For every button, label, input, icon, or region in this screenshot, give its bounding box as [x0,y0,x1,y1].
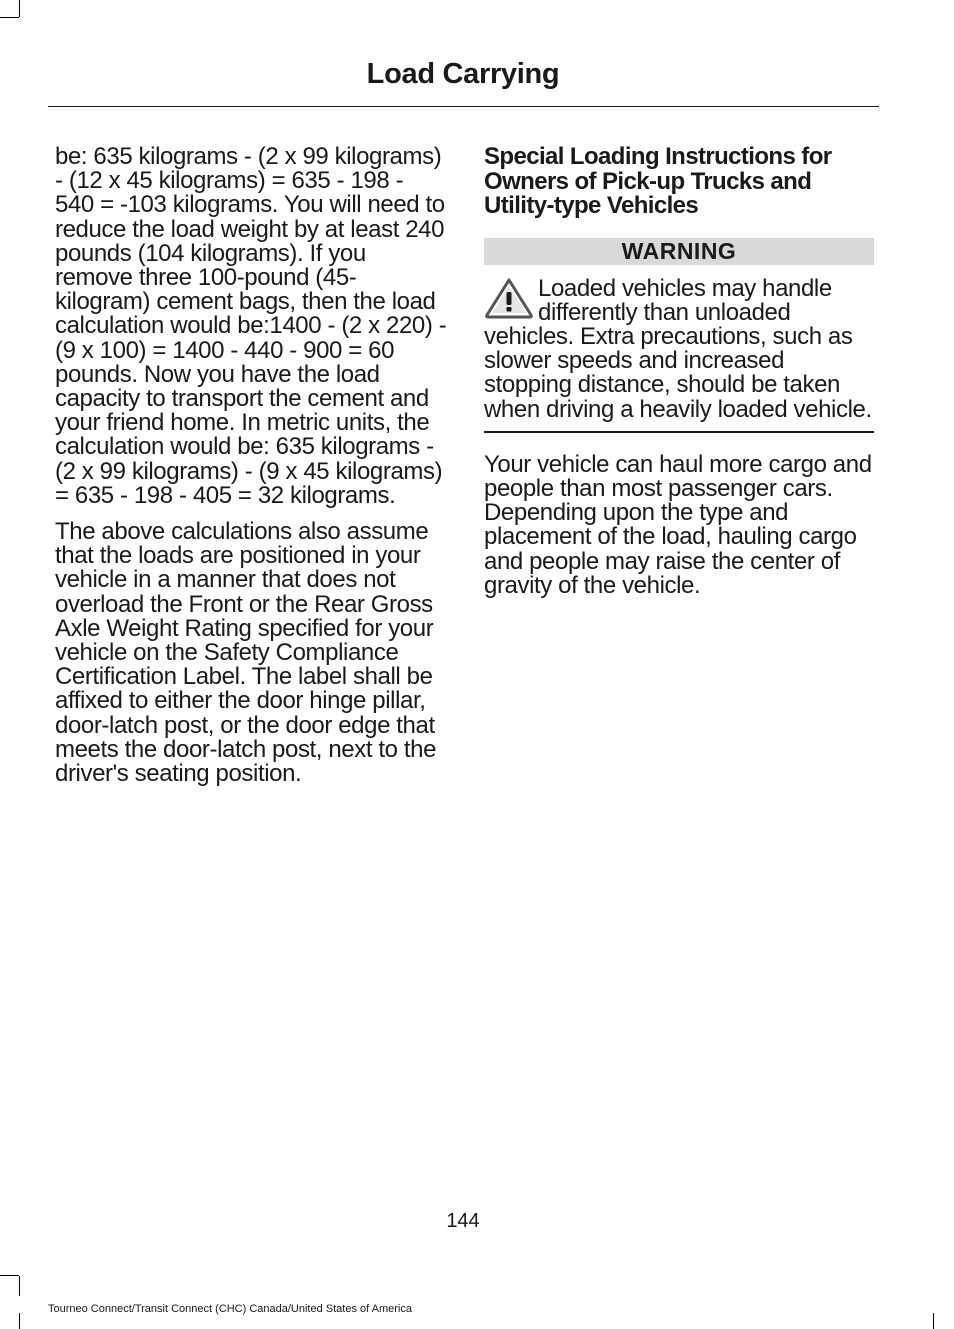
crop-mark [19,1313,20,1329]
warning-text: Loaded vehicles may handle differently than unloaded vehicles. Extra precautions, such as slower speeds and increased stopping distance, should be taken when driving a heavily loaded vehicle. [484,274,872,423]
body-paragraph: The above calculations also assume that the loads are positioned in your vehicle in a manner that does not overload the Front or the Rear Gross Axle Weight Rating specified for your vehicle on the Safety Compliance Certification Label. The label shall be affixed to either the door hinge pillar, door-latch post, or the door edge that meets the door-latch post, next to the driver's seating position. [55,518,437,788]
footer-text: Tourneo Connect/Transit Connect (CHC) Canada/United States of America [48,1303,412,1315]
warning-divider [484,431,874,433]
body-paragraph: Your vehicle can haul more cargo and people than most passenger cars. Depending upon the type and placement of the load, hauling cargo and people may raise the center of gravity of the vehicle. [484,450,872,599]
section-heading: Special Loading Instructions for Owners of Pick-up Trucks and Utility-type Vehicles [484,143,832,219]
crop-mark [0,17,19,18]
crop-mark [933,1313,934,1329]
crop-mark [19,0,20,17]
right-column [484,145,874,610]
crop-mark [19,1276,20,1296]
warning-box [484,274,874,433]
warning-label: WARNING [484,238,874,265]
left-column [55,145,447,798]
page-title: Load Carrying [366,58,560,90]
warning-triangle-icon [484,277,534,319]
crop-mark [0,1275,19,1276]
body-paragraph: be: 635 kilograms - (2 x 99 kilograms) - (12 x 45 kilograms) = 635 - 198 - 540 = -103 kilograms. You will need to reduce the load weight by at least 240 pounds (104 kilograms). If you remove three 100-pound (45-kilogram) cement bags, then the load calculation would be:1400 - (2 x 220) - (9 x 100) = 1400 - 440 - 900 = 60 pounds. Now you have the load capacity to transport the cement and your friend home. In metric units, the calculation would be: 635 kilograms - (2 x 99 kilograms) - (9 x 45 kilograms) = 635 - 198 - 405 = 32 kilograms. [55,143,447,509]
page-number: 144 [446,1210,480,1232]
title-divider [48,106,879,107]
